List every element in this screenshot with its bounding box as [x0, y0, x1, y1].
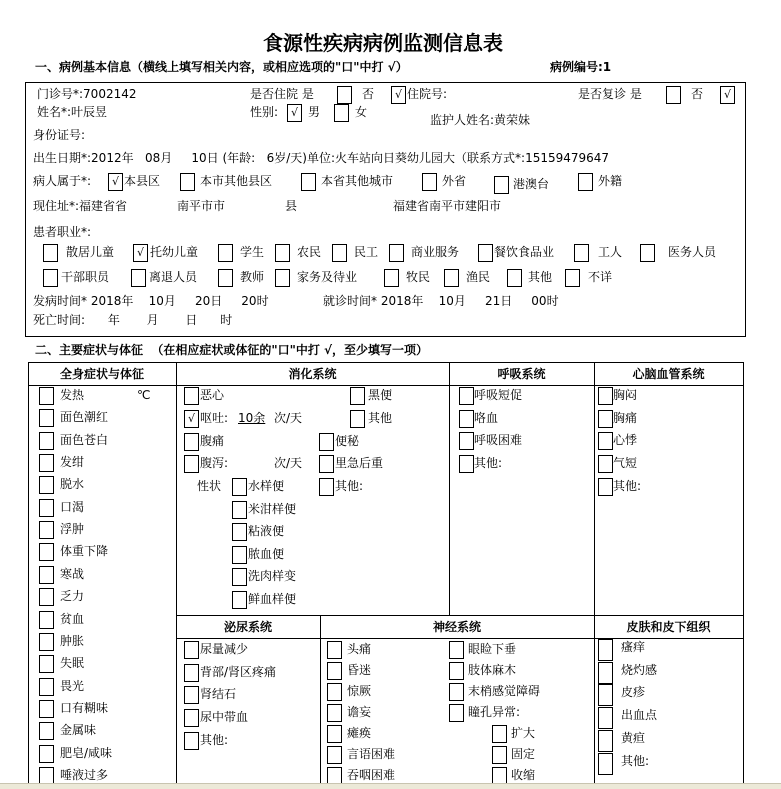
occupation-option-checkbox[interactable] — [218, 269, 233, 287]
general-symptom-label: 发绀 — [60, 455, 85, 469]
belongs-option-label: 本县区 — [124, 174, 161, 188]
occupation-option-checkbox[interactable] — [275, 244, 290, 262]
table-divider — [28, 362, 29, 783]
general-symptom-checkbox[interactable] — [39, 409, 54, 427]
stool-label: 性状 — [197, 479, 222, 493]
occupation-option-label: 其他 — [528, 270, 553, 284]
nervous-symptom-label: 头痛 — [347, 642, 372, 656]
belongs-option-checkbox[interactable] — [494, 176, 509, 194]
general-symptom-label: 口渴 — [60, 500, 85, 514]
nervous-symptom-label: 瞳孔异常: — [468, 705, 521, 719]
belongs-option-checkbox[interactable]: √ — [108, 173, 123, 191]
digestive-symptom-label: 其他: — [335, 479, 364, 493]
digestive-symptom-checkbox[interactable] — [184, 455, 199, 473]
nervous-symptom-label: 言语困难 — [347, 747, 396, 761]
inpatient-number: 住院号: — [407, 87, 448, 101]
general-symptom-checkbox[interactable] — [39, 454, 54, 472]
table-divider — [594, 362, 595, 783]
header-general: 全身症状与体征 — [59, 367, 144, 381]
urinary-symptom-label: 尿量减少 — [200, 642, 249, 656]
male-checkbox[interactable]: √ — [287, 104, 302, 122]
occupation-option-label: 餐饮食品业 — [494, 245, 555, 259]
occupation-option-label: 干部职员 — [61, 270, 110, 284]
cardio-symptom-checkbox[interactable] — [598, 455, 613, 473]
cardio-symptom-label: 其他: — [613, 479, 642, 493]
digestive-symptom-label: 脓血便 — [248, 547, 285, 561]
cardio-symptom-checkbox[interactable] — [598, 387, 613, 405]
occupation-option-checkbox[interactable] — [444, 269, 459, 287]
skin-symptom-checkbox[interactable] — [598, 707, 613, 729]
patient-name: 姓名*:叶辰昱 — [37, 105, 108, 119]
cardio-symptom-label: 胸痛 — [613, 411, 638, 425]
outpatient-number: 门诊号*:7002142 — [37, 87, 137, 101]
occupation-option-label: 离退人员 — [149, 270, 198, 284]
belongs-option-checkbox[interactable] — [578, 173, 593, 191]
guardian-name: 监护人姓名:黄荣妹 — [430, 113, 531, 127]
urinary-symptom-label: 背部/肾区疼痛 — [200, 665, 277, 679]
digestive-symptom-checkbox[interactable] — [232, 546, 247, 564]
cardio-symptom-label: 气短 — [613, 456, 638, 470]
header-nervous: 神经系统 — [432, 620, 481, 634]
general-symptom-checkbox[interactable] — [39, 700, 54, 718]
belongs-option-label: 本市其他县区 — [200, 174, 273, 188]
digestive-symptom-label: 恶心 — [200, 388, 225, 402]
nervous-symptom-label: 昏迷 — [347, 663, 372, 677]
address-full: 福建省南平市建阳市 — [393, 199, 502, 213]
cardio-symptom-label: 胸闷 — [613, 388, 638, 402]
general-symptom-checkbox[interactable] — [39, 432, 54, 450]
general-symptom-label: 寒战 — [60, 567, 85, 581]
table-divider — [743, 362, 744, 783]
general-symptom-label: 脱水 — [60, 477, 85, 491]
digestive-symptom-checkbox[interactable] — [184, 433, 199, 451]
general-symptom-label: 唾液过多 — [60, 768, 109, 782]
occupation-option-checkbox[interactable] — [332, 244, 347, 262]
urinary-symptom-checkbox[interactable] — [184, 709, 199, 727]
respiratory-symptom-checkbox[interactable] — [459, 387, 474, 405]
cardio-symptom-checkbox[interactable] — [598, 432, 613, 450]
cardio-symptom-checkbox[interactable] — [598, 478, 613, 496]
respiratory-symptom-checkbox[interactable] — [459, 410, 474, 428]
respiratory-symptom-label: 咯血 — [474, 411, 499, 425]
nervous-symptom-label: 谵妄 — [347, 705, 372, 719]
urinary-symptom-checkbox[interactable] — [184, 641, 199, 659]
hospitalized-yes-checkbox[interactable] — [337, 86, 352, 104]
hospitalized-label: 是否住院 是 — [250, 87, 314, 101]
nervous-symptom-checkbox[interactable] — [327, 746, 342, 764]
revisit-label: 是否复诊 是 — [578, 87, 642, 101]
case-number: 病例编号:1 — [550, 60, 612, 74]
digestive-symptom-label: 洗肉样变 — [248, 569, 297, 583]
id-number: 身份证号: — [33, 128, 86, 142]
diarrhea-unit: 次/天 — [274, 456, 303, 470]
general-symptom-checkbox[interactable] — [39, 588, 54, 606]
digestive-symptom-label: 腹痛 — [200, 434, 225, 448]
nervous-symptom-checkbox[interactable] — [327, 725, 342, 743]
digestive-symptom-checkbox[interactable] — [319, 478, 334, 496]
skin-symptom-label: 皮疹 — [621, 685, 646, 699]
address-county: 县 — [285, 199, 298, 213]
nervous-symptom-label: 眼睑下垂 — [468, 642, 517, 656]
digestive-symptom-label: 黑便 — [368, 388, 393, 402]
skin-symptom-checkbox[interactable] — [598, 639, 613, 661]
occupation-option-label: 医务人员 — [668, 245, 717, 259]
urinary-symptom-label: 尿中带血 — [200, 710, 249, 724]
digestive-symptom-checkbox[interactable] — [232, 568, 247, 586]
section2-heading: 二、主要症状与体征 （在相应症状或体征的"口"中打 √，至少填写一项） — [35, 343, 429, 357]
vomit-count: 10余 — [238, 411, 266, 425]
occupation-option-checkbox[interactable] — [43, 269, 58, 287]
skin-symptom-checkbox[interactable] — [598, 684, 613, 706]
occupation-option-checkbox[interactable] — [389, 244, 404, 262]
occupation-option-label: 牧民 — [406, 270, 431, 284]
nervous-symptom-label: 收缩 — [511, 768, 536, 782]
general-symptom-checkbox[interactable] — [39, 745, 54, 763]
revisit-no-label: 否 — [691, 87, 704, 101]
urinary-symptom-checkbox[interactable] — [184, 732, 199, 750]
nervous-symptom-checkbox[interactable] — [327, 662, 342, 680]
window-bottom-bar — [0, 783, 781, 789]
skin-symptom-checkbox[interactable] — [598, 662, 613, 684]
occupation-option-checkbox[interactable] — [131, 269, 146, 287]
digestive-symptom-checkbox[interactable] — [232, 523, 247, 541]
urinary-symptom-label: 肾结石 — [200, 687, 237, 701]
occupation-option-checkbox[interactable] — [574, 244, 589, 262]
belongs-option-label: 港澳台 — [513, 177, 550, 191]
skin-symptom-checkbox[interactable] — [598, 730, 613, 752]
occupation-option-label: 工人 — [598, 245, 623, 259]
digestive-symptom-checkbox[interactable] — [184, 387, 199, 405]
general-symptom-checkbox[interactable] — [39, 521, 54, 539]
general-symptom-label: 口有糊味 — [60, 701, 109, 715]
header-urinary: 泌尿系统 — [223, 620, 272, 634]
table-divider — [176, 362, 177, 783]
occupation-option-label: 托幼儿童 — [150, 245, 199, 259]
occupation-option-checkbox[interactable] — [384, 269, 399, 287]
belongs-option-label: 外省 — [442, 174, 467, 188]
digestive-symptom-checkbox[interactable] — [319, 455, 334, 473]
urinary-symptom-checkbox[interactable] — [184, 686, 199, 704]
digestive-symptom-label: 水样便 — [248, 479, 285, 493]
digestive-symptom-label: 米泔样便 — [248, 502, 297, 516]
skin-symptom-label: 其他: — [621, 754, 650, 768]
skin-symptom-checkbox[interactable] — [598, 753, 613, 775]
general-symptom-checkbox[interactable] — [39, 722, 54, 740]
general-symptom-checkbox[interactable] — [39, 633, 54, 651]
general-symptom-label: 面色苍白 — [60, 433, 109, 447]
header-respiratory: 呼吸系统 — [497, 367, 546, 381]
general-symptom-label: 乏力 — [60, 589, 85, 603]
occupation-option-label: 渔民 — [466, 270, 491, 284]
table-divider — [449, 362, 450, 616]
respiratory-symptom-checkbox[interactable] — [459, 432, 474, 450]
general-symptom-label: 肥皂/咸味 — [60, 746, 113, 760]
nervous-symptom-label: 惊厥 — [347, 684, 372, 698]
occupation-option-label: 教师 — [240, 270, 265, 284]
respiratory-symptom-label: 呼吸困难 — [474, 433, 523, 447]
digestive-symptom-checkbox[interactable] — [350, 387, 365, 405]
occupation-label: 患者职业*: — [33, 225, 92, 239]
nervous-symptom-label: 末梢感觉障碍 — [468, 684, 541, 698]
general-symptom-label: 体重下降 — [60, 544, 109, 558]
digestive-symptom-label: 鲜血样便 — [248, 592, 297, 606]
fever-unit: ℃ — [137, 388, 151, 402]
occupation-option-checkbox[interactable] — [478, 244, 493, 262]
revisit-no-checkbox[interactable]: √ — [720, 86, 735, 104]
general-symptom-checkbox[interactable] — [39, 387, 54, 405]
nervous-symptom-checkbox[interactable] — [327, 704, 342, 722]
general-symptom-checkbox[interactable] — [39, 566, 54, 584]
occupation-option-checkbox[interactable] — [565, 269, 580, 287]
general-symptom-checkbox[interactable] — [39, 611, 54, 629]
nervous-symptom-checkbox[interactable] — [449, 683, 464, 701]
digestive-symptom-label: 腹泻: — [200, 456, 229, 470]
general-symptom-checkbox[interactable] — [39, 476, 54, 494]
general-symptom-label: 金属味 — [60, 723, 97, 737]
respiratory-symptom-label: 其他: — [474, 456, 503, 470]
table-divider — [176, 638, 744, 639]
belongs-option-label: 外籍 — [598, 174, 623, 188]
respiratory-symptom-label: 呼吸短促 — [474, 388, 523, 402]
general-symptom-checkbox[interactable] — [39, 499, 54, 517]
nervous-symptom-checkbox[interactable] — [449, 641, 464, 659]
nervous-symptom-checkbox[interactable] — [449, 704, 464, 722]
digestive-symptom-checkbox[interactable] — [319, 433, 334, 451]
belongs-option-label: 本省其他城市 — [321, 174, 394, 188]
header-skin: 皮肤和皮下组织 — [626, 620, 711, 634]
header-digestive: 消化系统 — [288, 367, 337, 381]
general-symptom-label: 发热 — [60, 388, 85, 402]
nervous-symptom-checkbox[interactable] — [492, 746, 507, 764]
urinary-symptom-label: 其他: — [200, 733, 229, 747]
digestive-symptom-label: 里急后重 — [335, 456, 384, 470]
nervous-symptom-checkbox[interactable] — [327, 641, 342, 659]
occupation-option-checkbox[interactable] — [640, 244, 655, 262]
occupation-option-label: 散居儿童 — [66, 245, 115, 259]
nervous-symptom-label: 固定 — [511, 747, 536, 761]
female-checkbox[interactable] — [334, 104, 349, 122]
nervous-symptom-label: 吞咽困难 — [347, 768, 396, 782]
belongs-option-checkbox[interactable] — [422, 173, 437, 191]
skin-symptom-label: 黄疸 — [621, 731, 646, 745]
occupation-option-checkbox[interactable]: √ — [133, 244, 148, 262]
skin-symptom-label: 瘙痒 — [621, 640, 646, 654]
table-divider — [320, 615, 321, 783]
occupation-option-checkbox[interactable] — [275, 269, 290, 287]
general-symptom-label: 失眠 — [60, 656, 85, 670]
occupation-option-label: 农民 — [297, 245, 322, 259]
general-symptom-label: 浮肿 — [60, 522, 85, 536]
urinary-symptom-checkbox[interactable] — [184, 664, 199, 682]
general-symptom-checkbox[interactable] — [39, 678, 54, 696]
occupation-option-label: 不详 — [588, 270, 613, 284]
nervous-symptom-checkbox[interactable] — [492, 725, 507, 743]
section1-heading: 一、病例基本信息（横线上填写相关内容，或相应选项的"口"中打 √） — [35, 60, 408, 74]
general-symptom-checkbox[interactable] — [39, 655, 54, 673]
occupation-option-label: 民工 — [354, 245, 379, 259]
visit-time: 就诊时间* 2018年 10月 21日 00时 — [323, 294, 559, 308]
digestive-symptom-label: 便秘 — [335, 434, 360, 448]
death-time: 死亡时间: 年 月 日 时 — [33, 313, 233, 327]
occupation-option-label: 商业服务 — [411, 245, 460, 259]
cardio-symptom-label: 心悸 — [613, 433, 638, 447]
occupation-option-checkbox[interactable] — [507, 269, 522, 287]
nervous-symptom-label: 扩大 — [511, 726, 536, 740]
digestive-symptom-checkbox[interactable] — [232, 591, 247, 609]
digestive-symptom-checkbox[interactable] — [232, 478, 247, 496]
form-title: 食源性疾病病例监测信息表 — [263, 31, 503, 55]
vomit-unit: 次/天 — [274, 411, 303, 425]
digestive-symptom-checkbox[interactable]: √ — [184, 410, 199, 428]
occupation-option-label: 家务及待业 — [297, 270, 358, 284]
occupation-option-checkbox[interactable] — [218, 244, 233, 262]
digestive-symptom-label: 其他 — [368, 411, 393, 425]
address-province: 现住址*:福建省省 — [33, 199, 128, 213]
nervous-symptom-label: 肢体麻木 — [468, 663, 517, 677]
address-city: 南平市市 — [177, 199, 226, 213]
general-symptom-label: 面色潮红 — [60, 410, 109, 424]
birth-line: 出生日期*:2012年 08月 10日 (年龄: 6岁/天)单位:火车站向日葵幼儿园大（联系方式*:15159479647 — [33, 151, 610, 165]
female-label: 女 — [355, 105, 368, 119]
male-label: 男 — [308, 105, 321, 119]
revisit-yes-checkbox[interactable] — [666, 86, 681, 104]
general-symptom-label: 畏光 — [60, 679, 85, 693]
nervous-symptom-checkbox[interactable] — [327, 683, 342, 701]
digestive-symptom-checkbox[interactable] — [350, 410, 365, 428]
nervous-symptom-checkbox[interactable] — [449, 662, 464, 680]
hospitalized-no-checkbox[interactable]: √ — [391, 86, 406, 104]
belongs-option-checkbox[interactable] — [180, 173, 195, 191]
respiratory-symptom-checkbox[interactable] — [459, 455, 474, 473]
belongs-option-checkbox[interactable] — [301, 173, 316, 191]
belongs-label: 病人属于*: — [33, 174, 92, 188]
skin-symptom-label: 出血点 — [621, 708, 658, 722]
header-cardio: 心脑血管系统 — [632, 367, 705, 381]
cardio-symptom-checkbox[interactable] — [598, 410, 613, 428]
general-symptom-checkbox[interactable] — [39, 543, 54, 561]
hospitalized-no-label: 否 — [362, 87, 375, 101]
general-symptom-label: 肿胀 — [60, 634, 85, 648]
digestive-symptom-label: 粘液便 — [248, 524, 285, 538]
onset-time: 发病时间* 2018年 10月 20日 20时 — [33, 294, 269, 308]
general-symptom-label: 贫血 — [60, 612, 85, 626]
table-divider — [28, 385, 744, 386]
skin-symptom-label: 烧灼感 — [621, 663, 658, 677]
occupation-option-label: 学生 — [240, 245, 265, 259]
gender-label: 性别: — [250, 105, 279, 119]
occupation-option-checkbox[interactable] — [43, 244, 58, 262]
nervous-symptom-label: 瘫痪 — [347, 726, 372, 740]
digestive-symptom-checkbox[interactable] — [232, 501, 247, 519]
digestive-symptom-label: 呕吐: — [200, 411, 229, 425]
